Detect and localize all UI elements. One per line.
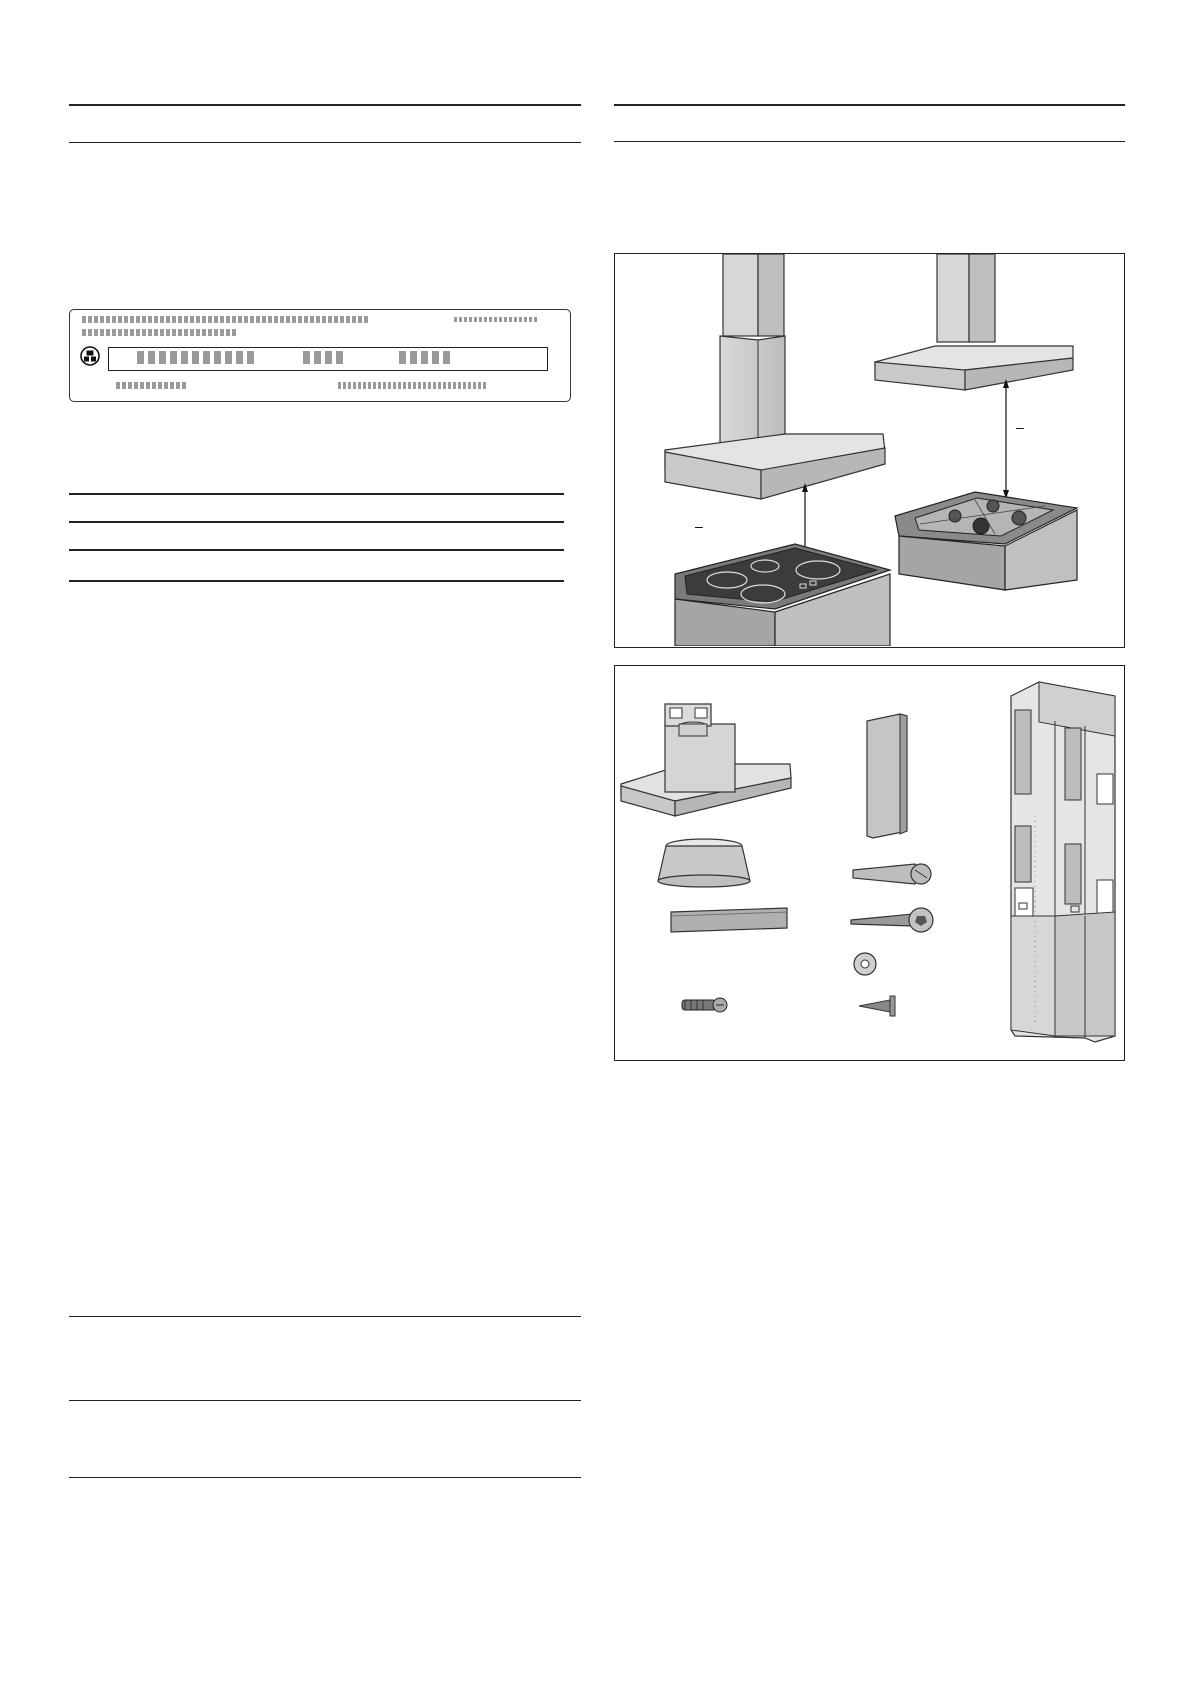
rating-plate xyxy=(69,309,571,402)
island-hood-installation-illustration xyxy=(615,254,1123,646)
chimney-frame-part xyxy=(1011,682,1115,1042)
installation-figure xyxy=(614,253,1125,648)
long-screw-part xyxy=(851,908,933,932)
service-logo-icon xyxy=(80,346,100,366)
installation-dash-left: – xyxy=(695,518,703,534)
mounting-bracket-part xyxy=(867,714,907,838)
table-rule-4 xyxy=(69,580,564,582)
small-screw-part xyxy=(682,998,727,1012)
exhaust-adapter-part xyxy=(658,839,750,887)
bottom-rule-2 xyxy=(69,1400,581,1401)
bottom-rule-3 xyxy=(69,1477,581,1478)
left-header-rule-top xyxy=(69,104,581,106)
bottom-rule-1 xyxy=(69,1316,581,1317)
table-rule-1 xyxy=(69,493,564,495)
hood-parts-and-accessories-illustration xyxy=(615,666,1123,1059)
hood-unit-part xyxy=(621,704,791,816)
left-header-rule-bottom xyxy=(69,142,581,143)
right-header-rule-bottom xyxy=(614,141,1125,142)
table-rule-3 xyxy=(69,549,564,551)
right-header-rule-top xyxy=(614,104,1125,106)
cover-strip-part xyxy=(671,908,787,932)
model-number-field xyxy=(108,347,548,371)
wood-screw-part xyxy=(859,996,895,1016)
wall-plug-part xyxy=(853,864,931,884)
table-rule-2 xyxy=(69,521,564,523)
washer-part xyxy=(854,953,876,975)
installation-dash-right: – xyxy=(1016,419,1024,435)
accessories-figure xyxy=(614,665,1125,1061)
